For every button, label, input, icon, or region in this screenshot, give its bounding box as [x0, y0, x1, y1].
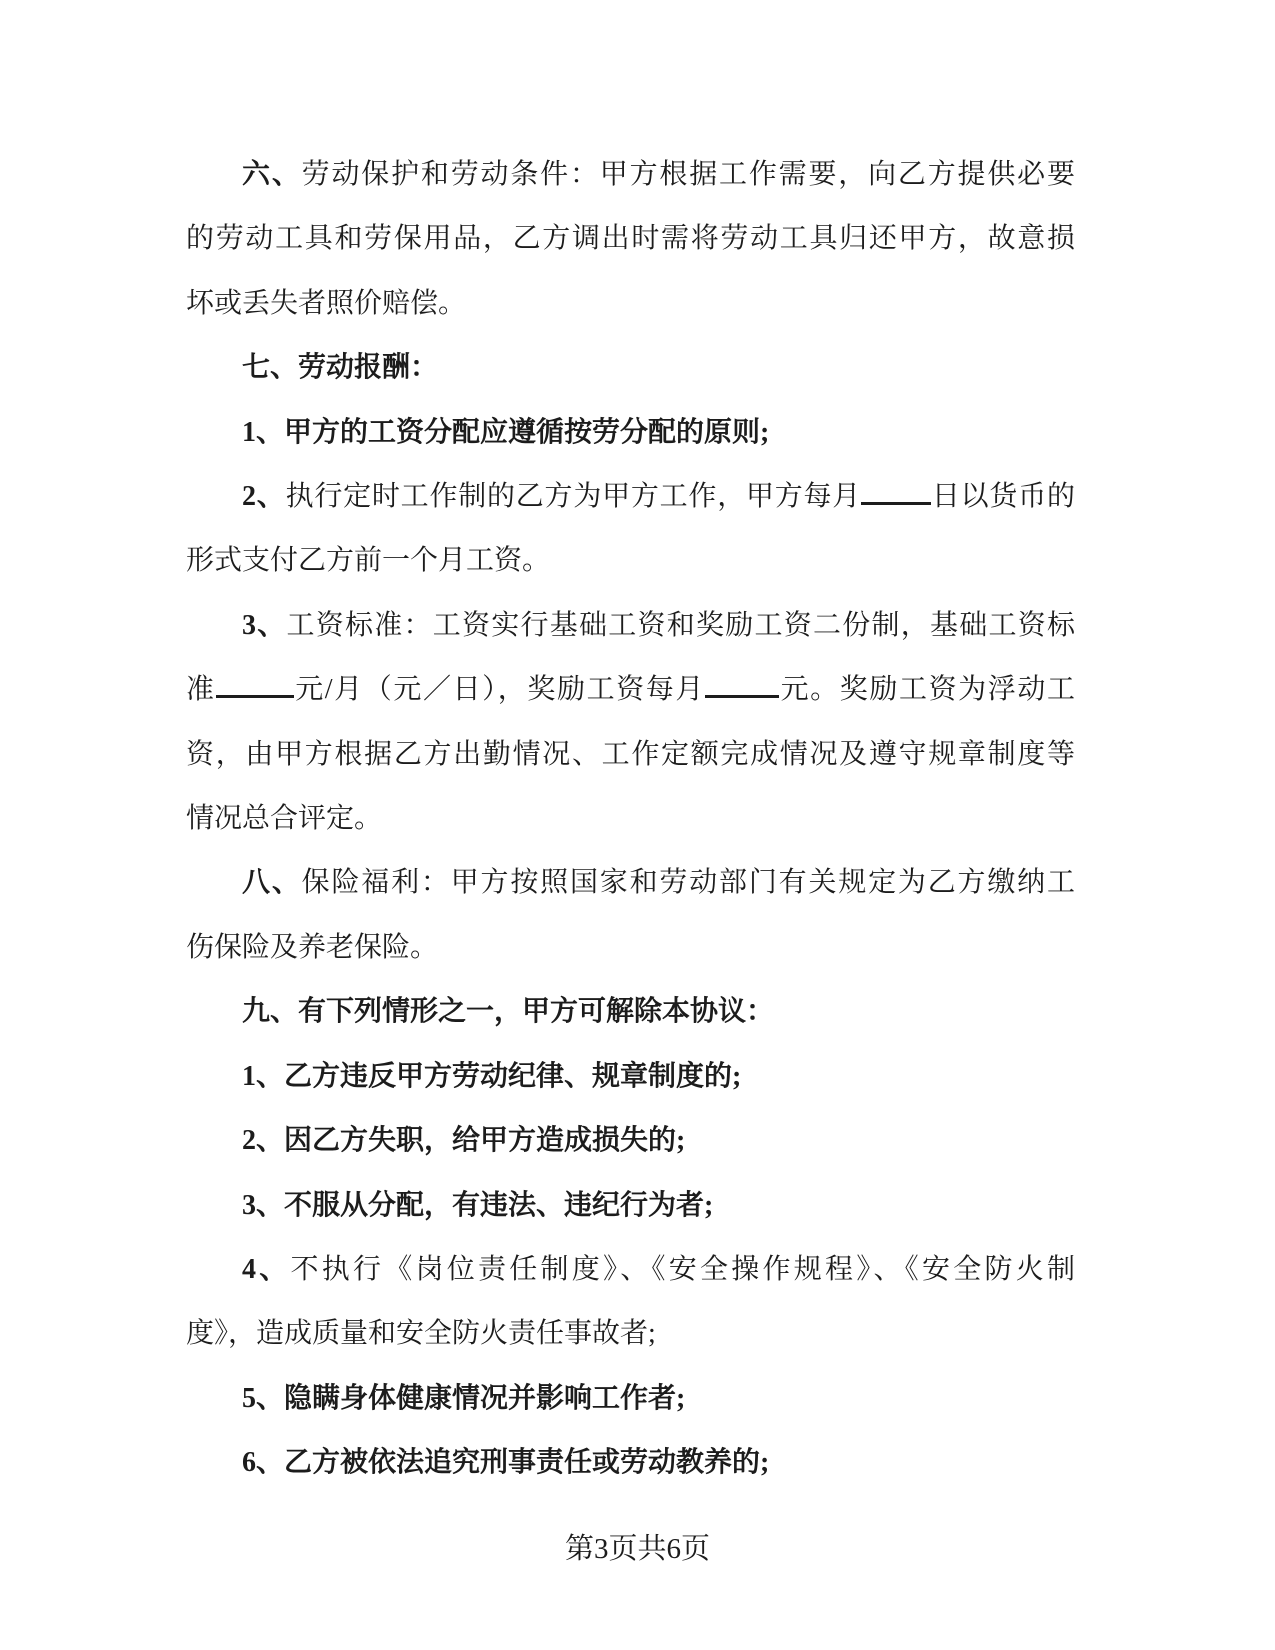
text-segment: 度》，造成质量和安全防火责任事故者;	[186, 1318, 656, 1350]
text-segment: 2、	[242, 481, 286, 513]
text-line	[186, 723, 1075, 787]
text-segment: 资，由甲方根据乙方出勤情况、工作定额完成情况及遵守规章制度等	[186, 738, 1075, 770]
text-segment: 九、有下列情形之一，甲方可解除本协议：	[242, 996, 775, 1028]
text-line	[186, 529, 1075, 593]
text-line	[186, 143, 1075, 207]
text-segment: 六、	[242, 159, 302, 190]
text-line	[186, 1431, 1075, 1495]
document-body	[186, 143, 1075, 1496]
text-line	[186, 1109, 1075, 1173]
text-segment: 1、乙方违反甲方劳动纪律、规章制度的;	[242, 1060, 742, 1092]
text-segment: 伤保险及养老保险。	[186, 931, 439, 963]
text-segment: 八、	[242, 867, 302, 899]
text-segment: 七、劳动报酬：	[242, 352, 439, 384]
text-segment: 劳动保护和劳动条件：甲方根据工作需要，向乙方提供必要	[301, 159, 1075, 190]
text-line	[186, 401, 1075, 465]
text-segment: 保险福利：甲方按照国家和劳动部门有关规定为乙方缴纳工	[301, 867, 1075, 899]
text-segment: 5、隐瞒身体健康情况并影响工作者;	[242, 1382, 686, 1414]
text-segment: 不执行《岗位责任制度》、《安全操作规程》、《安全防火制	[290, 1253, 1075, 1285]
text-line	[186, 1174, 1075, 1238]
text-segment: 执行定时工作制的乙方为甲方工作，甲方每月	[285, 481, 862, 513]
text-segment: 6、乙方被依法追究刑事责任或劳动教养的;	[242, 1447, 770, 1479]
text-segment: 坏或丢失者照价赔偿。	[186, 287, 467, 319]
text-segment: 2、因乙方失职，给甲方造成损失的;	[242, 1125, 686, 1157]
text-segment: 元/月（元／日），奖励工资每月	[293, 674, 705, 706]
text-segment: 日以货币的	[931, 481, 1075, 513]
text-segment: 工资标准：工资实行基础工资和奖励工资二份制，基础工资标	[286, 609, 1075, 641]
text-line	[186, 658, 1075, 722]
text-line	[186, 465, 1075, 529]
text-segment: 4、	[242, 1253, 291, 1285]
text-line	[186, 1367, 1075, 1431]
text-line	[186, 1238, 1075, 1302]
text-line	[186, 1302, 1075, 1366]
text-segment: 的劳动工具和劳保用品，乙方调出时需将劳动工具归还甲方，故意损	[186, 223, 1075, 255]
text-line	[186, 787, 1075, 851]
text-line	[186, 336, 1075, 400]
text-line	[186, 594, 1075, 658]
text-segment: 元。奖励工资为浮动工	[778, 674, 1075, 706]
page-number: 第3页共6页	[564, 1533, 710, 1565]
fill-in-blank-underline	[216, 670, 294, 699]
text-line	[186, 980, 1075, 1044]
text-segment: 情况总合评定。	[186, 803, 383, 835]
text-segment: 形式支付乙方前一个月工资。	[186, 545, 551, 577]
text-line	[186, 916, 1075, 980]
text-segment: 准	[186, 674, 216, 706]
text-line	[186, 1045, 1075, 1109]
text-segment: 1、甲方的工资分配应遵循按劳分配的原则;	[242, 416, 770, 448]
text-line	[186, 272, 1075, 336]
text-segment: 3、	[242, 609, 287, 641]
text-line	[186, 207, 1075, 271]
fill-in-blank-underline	[705, 670, 779, 699]
text-segment: 3、不服从分配，有违法、违纪行为者;	[242, 1189, 714, 1221]
fill-in-blank-underline	[861, 476, 931, 505]
text-line	[186, 851, 1075, 915]
